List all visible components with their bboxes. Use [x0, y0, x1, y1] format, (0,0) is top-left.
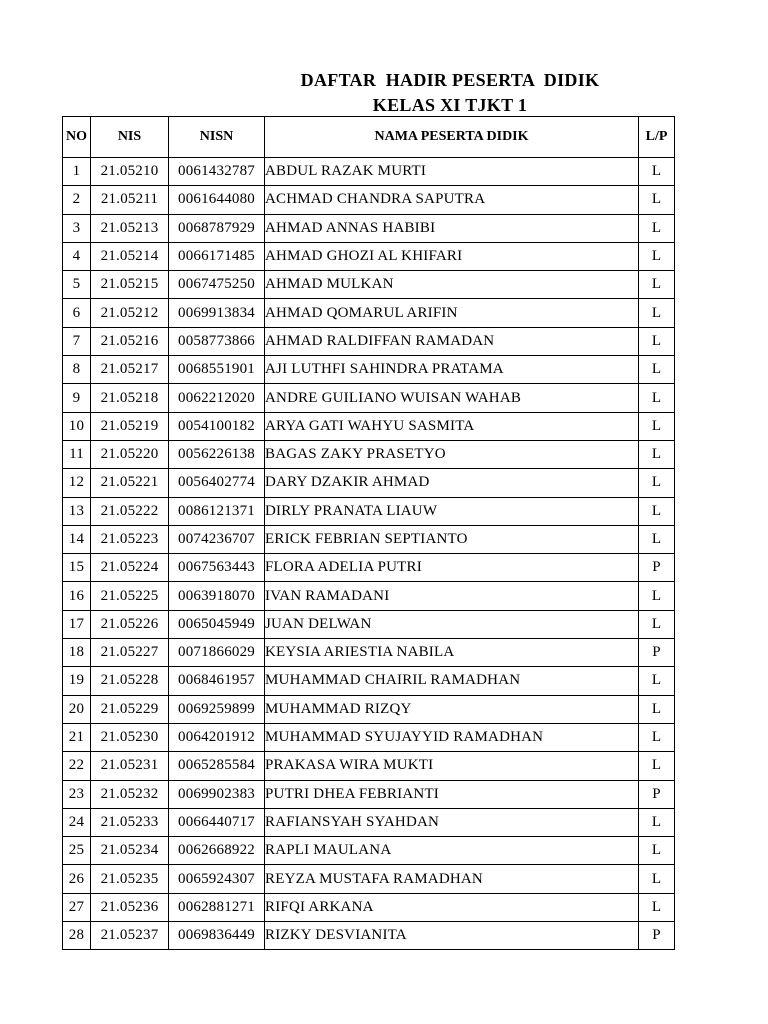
- cell-no: 21: [63, 723, 91, 751]
- cell-nis: 21.05211: [91, 186, 169, 214]
- cell-nisn: 0056226138: [169, 440, 265, 468]
- cell-nis: 21.05226: [91, 610, 169, 638]
- cell-nisn: 0068787929: [169, 214, 265, 242]
- cell-student-name: AHMAD ANNAS HABIBI: [265, 214, 639, 242]
- cell-student-name: KEYSIA ARIESTIA NABILA: [265, 639, 639, 667]
- table-row: [63, 554, 675, 582]
- cell-nis: 21.05228: [91, 667, 169, 695]
- cell-student-name: DARY DZAKIR AHMAD: [265, 469, 639, 497]
- cell-nis: 21.05210: [91, 158, 169, 186]
- cell-gender: L: [639, 610, 675, 638]
- cell-gender: L: [639, 497, 675, 525]
- cell-gender: L: [639, 723, 675, 751]
- cell-gender: L: [639, 242, 675, 270]
- cell-no: 13: [63, 497, 91, 525]
- cell-no: 28: [63, 922, 91, 950]
- table-row: [63, 582, 675, 610]
- cell-nisn: 0064201912: [169, 723, 265, 751]
- cell-nis: 21.05214: [91, 242, 169, 270]
- cell-student-name: REYZA MUSTAFA RAMADHAN: [265, 865, 639, 893]
- cell-no: 20: [63, 695, 91, 723]
- cell-no: 4: [63, 242, 91, 270]
- table-row: [63, 922, 675, 950]
- cell-no: 7: [63, 327, 91, 355]
- cell-no: 10: [63, 412, 91, 440]
- cell-nisn: 0066440717: [169, 808, 265, 836]
- cell-gender: L: [639, 214, 675, 242]
- cell-nisn: 0067563443: [169, 554, 265, 582]
- table-row: [63, 639, 675, 667]
- table-row: [63, 695, 675, 723]
- cell-no: 16: [63, 582, 91, 610]
- attendance-table: [62, 116, 675, 950]
- cell-gender: L: [639, 299, 675, 327]
- table-row: [63, 525, 675, 553]
- cell-gender: L: [639, 525, 675, 553]
- table-row: [63, 186, 675, 214]
- cell-nis: 21.05217: [91, 356, 169, 384]
- cell-gender: L: [639, 327, 675, 355]
- cell-nisn: 0062668922: [169, 837, 265, 865]
- cell-no: 19: [63, 667, 91, 695]
- cell-student-name: AJI LUTHFI SAHINDRA PRATAMA: [265, 356, 639, 384]
- cell-nisn: 0069902383: [169, 780, 265, 808]
- table-row: [63, 299, 675, 327]
- cell-gender: P: [639, 922, 675, 950]
- title-line-2: KELAS XI TJKT 1: [372, 95, 528, 115]
- cell-no: 5: [63, 271, 91, 299]
- cell-nisn: 0071866029: [169, 639, 265, 667]
- cell-nisn: 0063918070: [169, 582, 265, 610]
- cell-nisn: 0061644080: [169, 186, 265, 214]
- header-gender: L/P: [639, 117, 675, 158]
- cell-nis: 21.05222: [91, 497, 169, 525]
- cell-student-name: PUTRI DHEA FEBRIANTI: [265, 780, 639, 808]
- cell-nis: 21.05224: [91, 554, 169, 582]
- table-row: [63, 865, 675, 893]
- cell-nis: 21.05233: [91, 808, 169, 836]
- table-header-row: [63, 117, 675, 158]
- cell-nisn: 0068551901: [169, 356, 265, 384]
- cell-student-name: MUHAMMAD CHAIRIL RAMADHAN: [265, 667, 639, 695]
- cell-nisn: 0062212020: [169, 384, 265, 412]
- cell-no: 1: [63, 158, 91, 186]
- cell-student-name: RAPLI MAULANA: [265, 837, 639, 865]
- cell-student-name: PRAKASA WIRA MUKTI: [265, 752, 639, 780]
- cell-gender: L: [639, 808, 675, 836]
- table-row: [63, 440, 675, 468]
- cell-student-name: FLORA ADELIA PUTRI: [265, 554, 639, 582]
- table-row: [63, 356, 675, 384]
- cell-nis: 21.05213: [91, 214, 169, 242]
- cell-gender: L: [639, 667, 675, 695]
- cell-student-name: ABDUL RAZAK MURTI: [265, 158, 639, 186]
- cell-student-name: AHMAD MULKAN: [265, 271, 639, 299]
- cell-no: 26: [63, 865, 91, 893]
- cell-no: 17: [63, 610, 91, 638]
- cell-no: 9: [63, 384, 91, 412]
- cell-student-name: ACHMAD CHANDRA SAPUTRA: [265, 186, 639, 214]
- cell-gender: L: [639, 384, 675, 412]
- cell-nisn: 0066171485: [169, 242, 265, 270]
- cell-nis: 21.05237: [91, 922, 169, 950]
- cell-no: 24: [63, 808, 91, 836]
- cell-nisn: 0062881271: [169, 893, 265, 921]
- cell-nis: 21.05230: [91, 723, 169, 751]
- cell-nis: 21.05227: [91, 639, 169, 667]
- cell-no: 25: [63, 837, 91, 865]
- cell-no: 12: [63, 469, 91, 497]
- table-row: [63, 158, 675, 186]
- table-row: [63, 384, 675, 412]
- cell-no: 2: [63, 186, 91, 214]
- table-row: [63, 412, 675, 440]
- cell-nisn: 0065045949: [169, 610, 265, 638]
- cell-student-name: MUHAMMAD SYUJAYYID RAMADHAN: [265, 723, 639, 751]
- cell-nis: 21.05215: [91, 271, 169, 299]
- table-row: [63, 271, 675, 299]
- cell-nisn: 0058773866: [169, 327, 265, 355]
- cell-nis: 21.05218: [91, 384, 169, 412]
- table-row: [63, 723, 675, 751]
- cell-student-name: MUHAMMAD RIZQY: [265, 695, 639, 723]
- table-row: [63, 497, 675, 525]
- cell-student-name: RAFIANSYAH SYAHDAN: [265, 808, 639, 836]
- cell-student-name: RIZKY DESVIANITA: [265, 922, 639, 950]
- cell-nisn: 0069836449: [169, 922, 265, 950]
- header-no: NO: [63, 117, 91, 158]
- cell-gender: L: [639, 186, 675, 214]
- cell-nis: 21.05234: [91, 837, 169, 865]
- cell-nis: 21.05212: [91, 299, 169, 327]
- cell-student-name: DIRLY PRANATA LIAUW: [265, 497, 639, 525]
- table-row: [63, 214, 675, 242]
- table-row: [63, 893, 675, 921]
- cell-nis: 21.05220: [91, 440, 169, 468]
- cell-gender: L: [639, 752, 675, 780]
- cell-student-name: AHMAD GHOZI AL KHIFARI: [265, 242, 639, 270]
- table-row: [63, 667, 675, 695]
- table-body: [63, 158, 675, 950]
- cell-gender: L: [639, 469, 675, 497]
- header-nis: NIS: [91, 117, 169, 158]
- cell-nisn: 0069259899: [169, 695, 265, 723]
- cell-no: 14: [63, 525, 91, 553]
- cell-gender: L: [639, 158, 675, 186]
- cell-no: 3: [63, 214, 91, 242]
- cell-gender: L: [639, 893, 675, 921]
- cell-nis: 21.05223: [91, 525, 169, 553]
- cell-no: 6: [63, 299, 91, 327]
- cell-nisn: 0068461957: [169, 667, 265, 695]
- cell-nisn: 0067475250: [169, 271, 265, 299]
- cell-nisn: 0074236707: [169, 525, 265, 553]
- cell-nis: 21.05225: [91, 582, 169, 610]
- table-row: [63, 837, 675, 865]
- cell-gender: L: [639, 271, 675, 299]
- cell-nisn: 0086121371: [169, 497, 265, 525]
- table-row: [63, 752, 675, 780]
- document-title: [0, 68, 768, 118]
- cell-student-name: RIFQI ARKANA: [265, 893, 639, 921]
- cell-no: 8: [63, 356, 91, 384]
- table-row: [63, 469, 675, 497]
- cell-nis: 21.05216: [91, 327, 169, 355]
- cell-no: 11: [63, 440, 91, 468]
- cell-nis: 21.05219: [91, 412, 169, 440]
- cell-nisn: 0056402774: [169, 469, 265, 497]
- cell-gender: L: [639, 865, 675, 893]
- cell-nisn: 0065924307: [169, 865, 265, 893]
- cell-nis: 21.05229: [91, 695, 169, 723]
- cell-no: 15: [63, 554, 91, 582]
- header-name: NAMA PESERTA DIDIK: [265, 117, 639, 158]
- cell-student-name: AHMAD RALDIFFAN RAMADAN: [265, 327, 639, 355]
- cell-no: 27: [63, 893, 91, 921]
- cell-no: 22: [63, 752, 91, 780]
- cell-gender: L: [639, 440, 675, 468]
- cell-student-name: JUAN DELWAN: [265, 610, 639, 638]
- table-row: [63, 808, 675, 836]
- cell-student-name: AHMAD QOMARUL ARIFIN: [265, 299, 639, 327]
- cell-gender: P: [639, 780, 675, 808]
- cell-nis: 21.05236: [91, 893, 169, 921]
- cell-nisn: 0065285584: [169, 752, 265, 780]
- cell-student-name: ARYA GATI WAHYU SASMITA: [265, 412, 639, 440]
- cell-student-name: ERICK FEBRIAN SEPTIANTO: [265, 525, 639, 553]
- cell-student-name: BAGAS ZAKY PRASETYO: [265, 440, 639, 468]
- cell-gender: L: [639, 837, 675, 865]
- cell-nisn: 0061432787: [169, 158, 265, 186]
- table-row: [63, 610, 675, 638]
- table-row: [63, 242, 675, 270]
- cell-nisn: 0069913834: [169, 299, 265, 327]
- cell-gender: P: [639, 639, 675, 667]
- cell-gender: L: [639, 412, 675, 440]
- cell-nisn: 0054100182: [169, 412, 265, 440]
- header-nisn: NISN: [169, 117, 265, 158]
- cell-nis: 21.05232: [91, 780, 169, 808]
- cell-no: 23: [63, 780, 91, 808]
- cell-no: 18: [63, 639, 91, 667]
- cell-student-name: ANDRE GUILIANO WUISAN WAHAB: [265, 384, 639, 412]
- cell-nis: 21.05235: [91, 865, 169, 893]
- cell-nis: 21.05221: [91, 469, 169, 497]
- cell-gender: L: [639, 582, 675, 610]
- cell-gender: P: [639, 554, 675, 582]
- cell-gender: L: [639, 356, 675, 384]
- table-row: [63, 780, 675, 808]
- cell-student-name: IVAN RAMADANI: [265, 582, 639, 610]
- table-row: [63, 327, 675, 355]
- cell-gender: L: [639, 695, 675, 723]
- title-line-1: DAFTAR HADIR PESERTA DIDIK: [300, 70, 600, 90]
- cell-nis: 21.05231: [91, 752, 169, 780]
